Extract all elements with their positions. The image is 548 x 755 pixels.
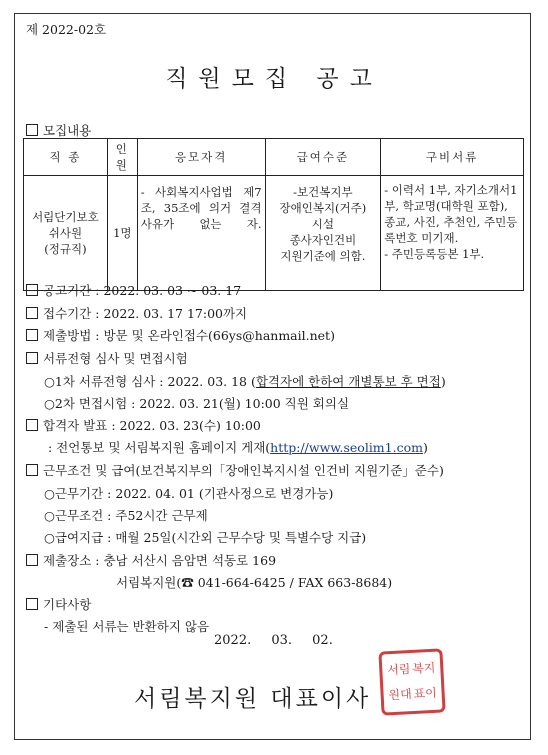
section-submit-place: 제출장소 : 충남 서산시 음암면 석동로 169: [26, 551, 276, 569]
document-number: 제 2022-02호: [26, 22, 107, 37]
cell-job: 서림단기보호 쉬사원 (정규직): [24, 176, 108, 291]
checkbox-square-icon: [26, 598, 38, 610]
screening-round2: ○2차 면접시험 : 2022. 03. 21(월) 10:00 직원 회의실: [44, 396, 350, 411]
screening-round1: ○1차 서류전형 심사 : 2022. 03. 18 (합격자에 한하여 개별통보 후 면접): [44, 374, 446, 389]
announce-detail: : 전언통보 및 서림복지원 홈페이지 게재(http://www.seolim1.com): [48, 440, 428, 455]
checkbox-square-icon: [26, 284, 38, 296]
checkbox-square-icon: [26, 554, 38, 566]
issue-date: 2022. 03. 02.: [214, 633, 333, 648]
condition-hours: ○근무조건 : 주52시간 근무제: [44, 508, 208, 523]
official-seal-icon: 서림 복지 원대 표이: [378, 648, 445, 715]
recruit-table: [23, 138, 524, 291]
section-screening: 서류전형 심사 및 면접시험: [26, 349, 188, 367]
header-salary: 급여수준: [265, 139, 381, 176]
checkbox-square-icon: [26, 329, 38, 341]
table-row: [24, 176, 524, 291]
etc-detail: - 제출된 서류는 반환하지 않음: [44, 619, 210, 634]
header-qualification: 응모자격: [137, 139, 265, 176]
section-recruit: 모집내용: [26, 121, 91, 139]
homepage-link[interactable]: http://www.seolim1.com: [270, 440, 423, 455]
header-job: 직 종: [24, 139, 108, 176]
checkbox-square-icon: [26, 124, 38, 136]
cell-salary: -보건복지부 장애인복지(거주) 시설 종사자인건비 지원기준에 의함.: [265, 176, 381, 291]
header-documents: 구비서류: [381, 139, 524, 176]
section-period: 공고기간 : 2022. 03. 03 ~ 03. 17: [26, 281, 241, 299]
table-header-row: [24, 139, 524, 176]
round1-note: 합격자에 한하여 개별통보 후 면접: [255, 374, 441, 389]
checkbox-square-icon: [26, 419, 38, 431]
section-receipt: 접수기간 : 2022. 03. 17 17:00까지: [26, 304, 247, 322]
section-etc: 기타사항: [26, 595, 91, 613]
page-title: 직원모집 공고: [165, 66, 383, 92]
condition-pay: ○급여지급 : 매월 25일(시간외 근무수당 및 특별수당 지급): [44, 530, 367, 545]
header-count: 인원: [107, 139, 137, 176]
checkbox-square-icon: [26, 352, 38, 364]
cell-documents: - 이력서 1부, 자기소개서1부, 학교명(대학원 포함), 종교, 사진, 추천인, 주민등록번호 미기재. - 주민등록등본 1부.: [381, 176, 524, 291]
checkbox-square-icon: [26, 307, 38, 319]
submit-contact: 서림복지원(☎ 041-664-6425 / FAX 663-8684): [116, 575, 393, 590]
checkbox-square-icon: [26, 464, 38, 476]
signer-name: 서림복지원 대표이사: [134, 686, 372, 712]
condition-period: ○근무기간 : 2022. 04. 01 (기관사정으로 변경가능): [44, 486, 334, 501]
section-conditions: 근무조건 및 급여(보건복지부의「장애인복지시설 인건비 지원기준」준수): [26, 461, 444, 479]
cell-qualification: - 사회복지사업법 제7조, 35조에 의거 결격 사유가 없는 자.: [137, 176, 265, 291]
section-method: 제출방법 : 방문 및 온라인접수(66ys@hanmail.net): [26, 326, 335, 344]
cell-count: 1명: [107, 176, 137, 291]
section-announce: 합격자 발표 : 2022. 03. 23(수) 10:00: [26, 416, 261, 434]
